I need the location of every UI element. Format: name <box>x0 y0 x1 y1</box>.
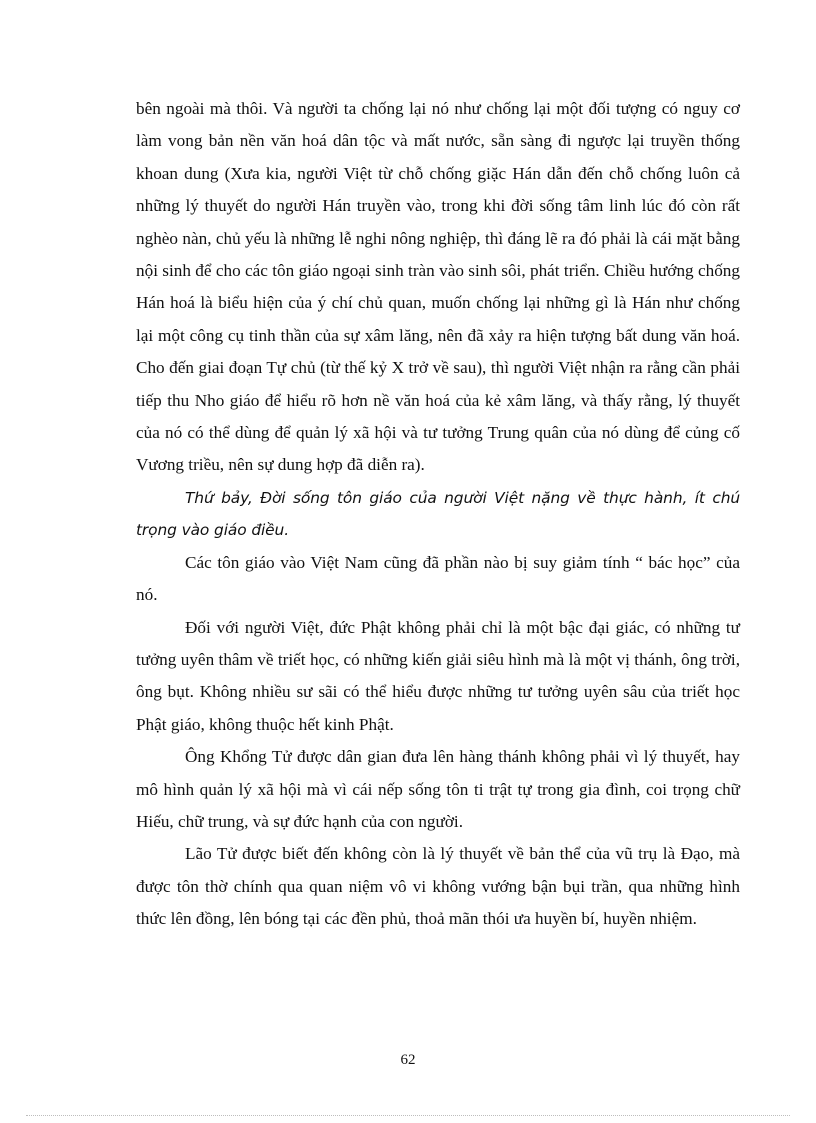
paragraph-religions-learned: Các tôn giáo vào Việt Nam cũng đã phần nào bị suy giảm tính “ bác học” của nó. <box>136 552 740 605</box>
paragraph-seventh-heading: Thứ bảy, Đời sống tôn giáo của người Việt nặng về thực hành, ít chú trọng vào giáo điều. <box>136 488 740 540</box>
page-number: 62 <box>400 1052 416 1068</box>
bottom-divider <box>26 1115 790 1116</box>
paragraph-continuation: bên ngoài mà thôi. Và người ta chống lại nó như chống lại một đối tượng có nguy cơ làm vong bản nền văn hoá dân tộc và mất nước, sẵn sàng đi ngược lại truyền thống khoan dung (Xưa kia, người Việt từ chỗ chống giặc Hán dẫn đến chỗ chống luôn cả những lý thuyết do người Hán truyền vào, trong khi đời sống tâm linh lúc đó còn rất nghèo nàn, chủ yếu là những lễ nghi nông nghiệp, thì đáng lẽ ra đó phải là cái mặt bằng nội sinh để cho các tôn giáo ngoại sinh tràn vào sinh sôi, phát triển. Chiều hướng chống Hán hoá là biểu hiện của ý chí chủ quan, muốn chống lại những gì là Hán như chống lại một công cụ tinh thần của sự xâm lăng, nên đã xảy ra hiện tượng bất dung văn hoá. Cho đến giai đoạn Tự chủ (từ thế kỷ X trở về sau), thì người Việt nhận ra rằng cần phải tiếp thu Nho giáo để hiểu rõ hơn nề văn hoá của kẻ xâm lăng, và thấy rằng, lý thuyết của nó có thể dùng để quản lý xã hội và tư tưởng Trung quân của nó dùng để củng cố Vương triều, nên sự dung hợp đã diễn ra). <box>136 99 740 475</box>
paragraph-confucius: Ông Khổng Tử được dân gian đưa lên hàng thánh không phải vì lý thuyết, hay mô hình quản lý xã hội mà vì cái nếp sống tôn ti trật tự trong gia đình, coi trọng chữ Hiếu, chữ trung, và sự đức hạnh của con người. <box>136 747 740 831</box>
page-body <box>136 93 740 936</box>
paragraph-laozi: Lão Tử được biết đến không còn là lý thuyết về bản thể của vũ trụ là Đạo, mà được tôn thờ chính qua quan niệm vô vi không vướng bận bụi trần, qua những hình thức lên đồng, lên bóng tại các đền phủ, thoả mãn thói ưa huyền bí, huyền nhiệm. <box>136 844 740 929</box>
paragraph-buddha: Đối với người Việt, đức Phật không phải chỉ là một bậc đại giác, có những tư tưởng uyên thâm về triết học, có những kiến giải siêu hình mà là một vị thánh, ông trời, ông bụt. Không nhiều sư sãi có thể hiểu được những tư tưởng uyên sâu của triết học Phật giáo, không thuộc hết kinh Phật. <box>136 617 740 734</box>
